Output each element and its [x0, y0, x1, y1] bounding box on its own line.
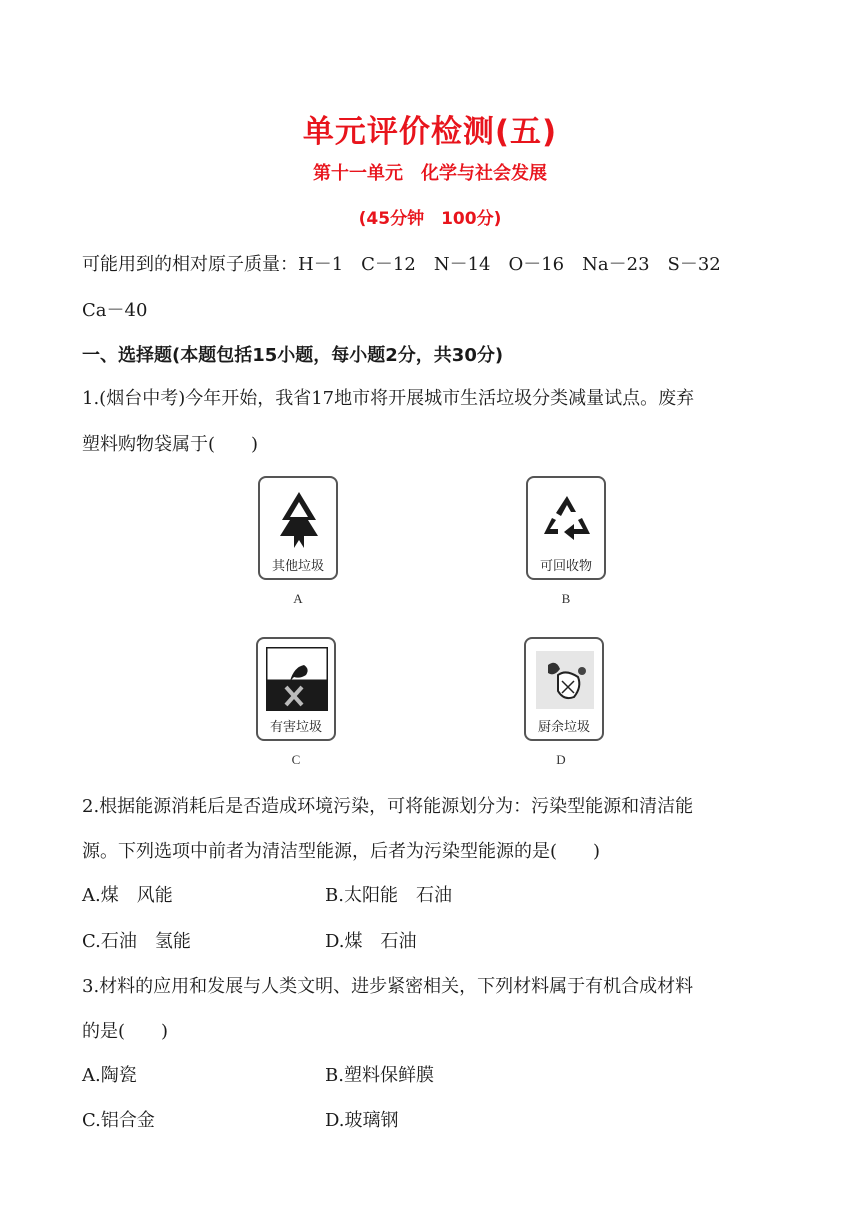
other-waste-icon — [268, 486, 330, 556]
option-letter-c: C — [291, 752, 301, 767]
q3-stem-line-2: 的是( ) — [82, 1021, 169, 1042]
q1-stem-line-1: 1.(烟台中考)今年开始，我省17地市将开展城市生活垃圾分类减量试点。废弃 — [82, 388, 695, 409]
page-title: 单元评价检测(五) — [302, 114, 558, 150]
sign-kitchen-waste — [524, 637, 604, 741]
exam-time-score: (45分钟 100分) — [358, 209, 502, 229]
hazardous-waste-icon — [266, 647, 328, 717]
atomic-mass-line-2: Ca－40 — [82, 300, 148, 321]
q2-option-b: B.太阳能 石油 — [325, 885, 452, 906]
sign-hazardous-waste — [256, 637, 336, 741]
option-letter-a: A — [293, 591, 303, 606]
page-subtitle: 第十一单元 化学与社会发展 — [313, 163, 547, 184]
sign-label-hazardous: 有害垃圾 — [269, 720, 322, 735]
atomic-mass-line-1: 可能用到的相对原子质量：H－1 C－12 N－14 O－16 Na－23 S－32 — [82, 254, 721, 275]
option-letter-d: D — [556, 752, 566, 767]
q2-stem-line-2: 源。下列选项中前者为清洁型能源，后者为污染型能源的是( ) — [82, 841, 601, 862]
q2-option-c: C.石油 氢能 — [82, 931, 191, 952]
sign-other-waste — [258, 476, 338, 580]
section-heading: 一、选择题(本题包括15小题，每小题2分，共30分) — [82, 345, 504, 366]
sign-label-other: 其他垃圾 — [271, 559, 324, 574]
q2-option-a: A.煤 风能 — [82, 885, 173, 906]
recycle-icon — [536, 486, 598, 556]
q3-option-b: B.塑料保鲜膜 — [325, 1065, 434, 1086]
sign-label-kitchen: 厨余垃圾 — [537, 720, 590, 735]
q3-stem-line-1: 3.材料的应用和发展与人类文明、进步紧密相关，下列材料属于有机合成材料 — [82, 976, 694, 997]
sign-label-recyclable: 可回收物 — [539, 559, 592, 574]
kitchen-waste-icon — [534, 647, 596, 717]
q2-option-d: D.煤 石油 — [325, 931, 417, 952]
sign-recyclable — [526, 476, 606, 580]
q2-stem-line-1: 2.根据能源消耗后是否造成环境污染，可将能源划分为：污染型能源和清洁能 — [82, 796, 694, 817]
q3-option-d: D.玻璃钢 — [325, 1110, 399, 1131]
q1-stem-line-2: 塑料购物袋属于( ) — [82, 434, 259, 455]
option-letter-b: B — [561, 591, 571, 606]
q3-option-a: A.陶瓷 — [82, 1065, 137, 1086]
q3-option-c: C.铝合金 — [82, 1110, 155, 1131]
